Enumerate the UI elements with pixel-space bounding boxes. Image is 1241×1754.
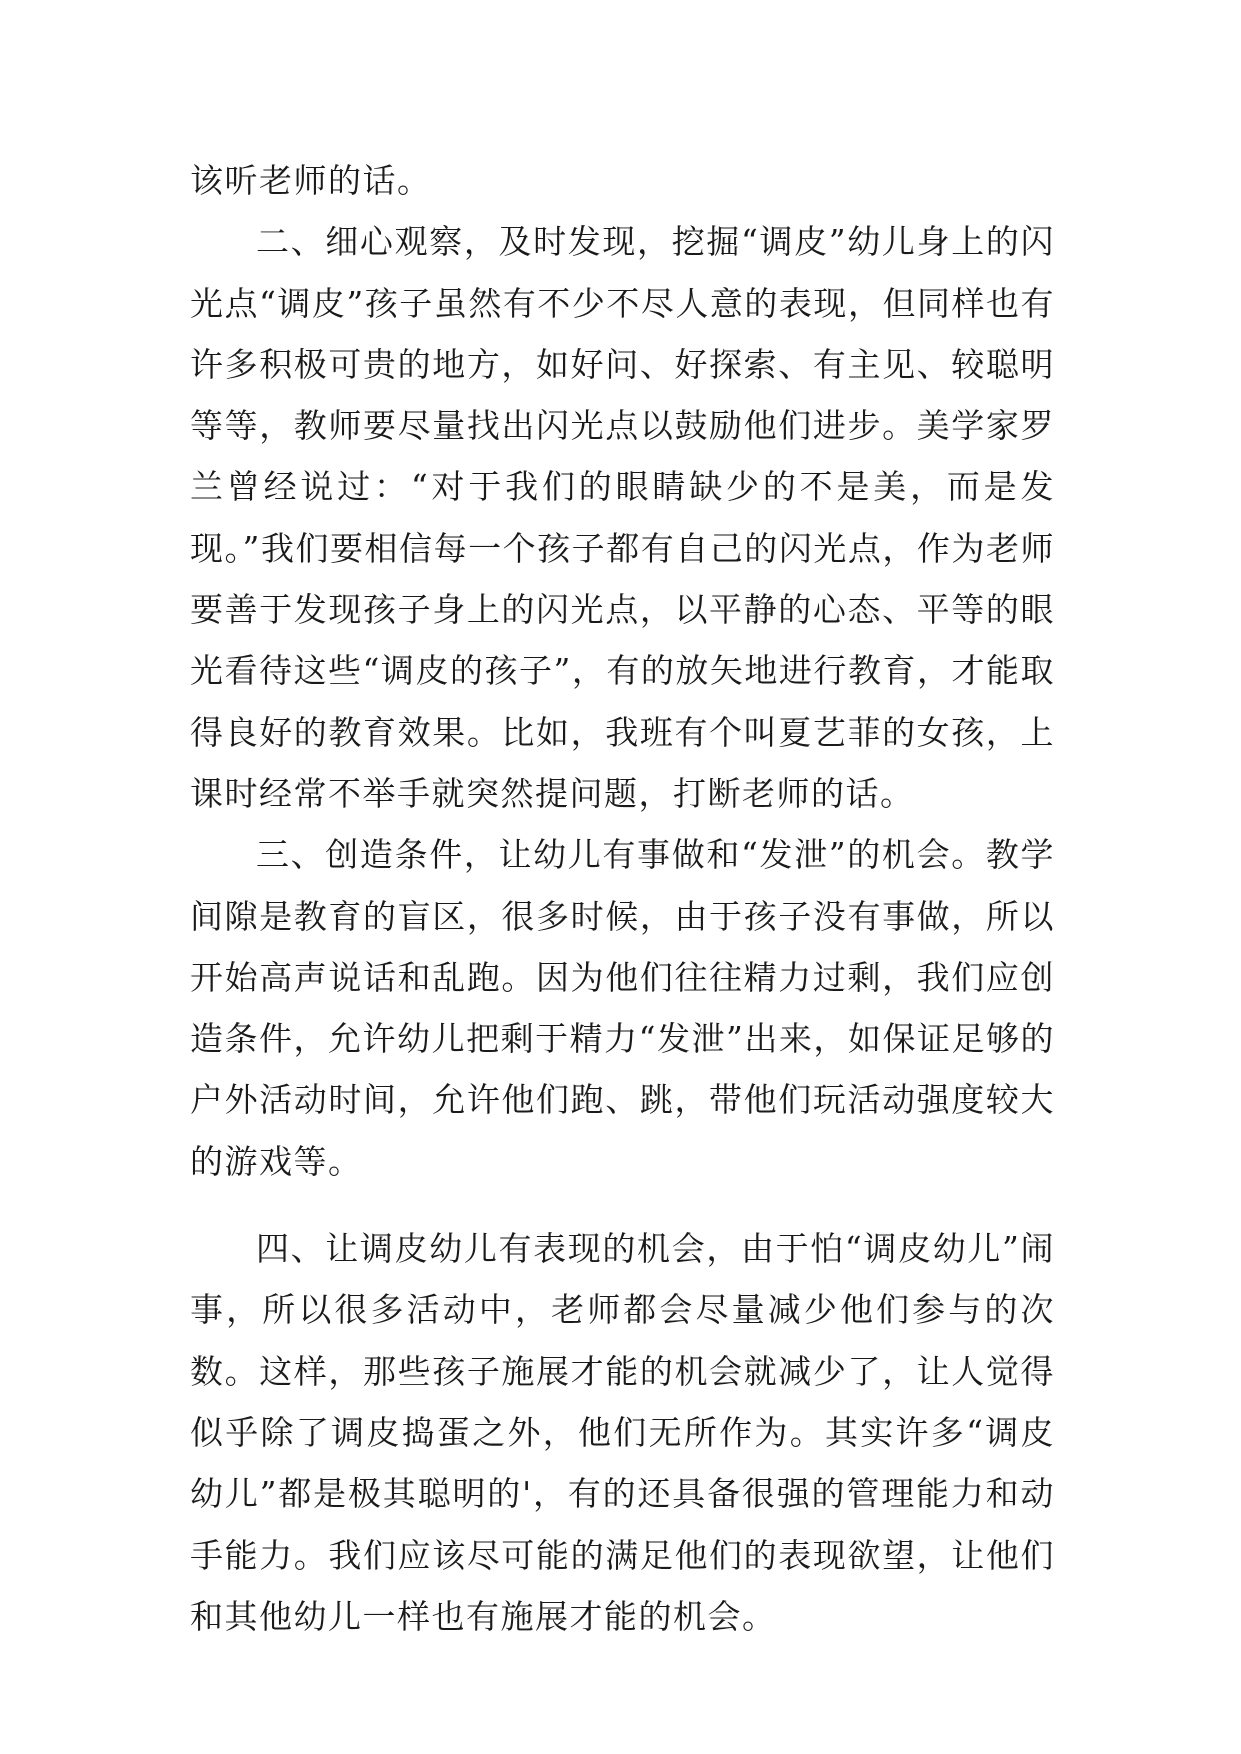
document-body <box>190 150 1055 1647</box>
paragraph-section-three: 三、创造条件，让幼儿有事做和“发泄”的机会。教学间隙是教育的盲区，很多时候，由于孩子没有事做，所以开始高声说话和乱跑。因为他们往往精力过剩，我们应创造条件，允许幼儿把剩于精力“发泄”出来，如保证足够的户外活动时间，允许他们跑、跳，带他们玩活动强度较大的游戏等。 <box>190 835 1055 1181</box>
paragraph-section-two: 二、细心观察，及时发现，挖掘“调皮”幼儿身上的闪光点“调皮”孩子虽然有不少不尽人意的表现，但同样也有许多积极可贵的地方，如好问、好探索、有主见、较聪明等等，教师要尽量找出闪光点以鼓励他们进步。美学家罗兰曾经说过：“对于我们的眼睛缺少的不是美，而是发现。”我们要相信每一个孩子都有自己的闪光点，作为老师要善于发现孩子身上的闪光点，以平静的心态、平等的眼光看待这些“调皮的孩子”，有的放矢地进行教育，才能取得良好的教育效果。比如，我班有个叫夏艺菲的女孩，上课时经常不举手就突然提问题，打断老师的话。 <box>190 222 1055 813</box>
paragraph-continuation: 该听老师的话。 <box>190 161 432 200</box>
paragraph-section-four: 四、让调皮幼儿有表现的机会，由于怕“调皮幼儿”闹事，所以很多活动中，老师都会尽量减少他们参与的次数。这样，那些孩子施展才能的机会就减少了，让人觉得似乎除了调皮捣蛋之外，他们无所作为。其实许多“调皮幼儿”都是极其聪明的'，有的还具备很强的管理能力和动手能力。我们应该尽可能的满足他们的表现欲望，让他们和其他幼儿一样也有施展才能的机会。 <box>190 1229 1055 1636</box>
